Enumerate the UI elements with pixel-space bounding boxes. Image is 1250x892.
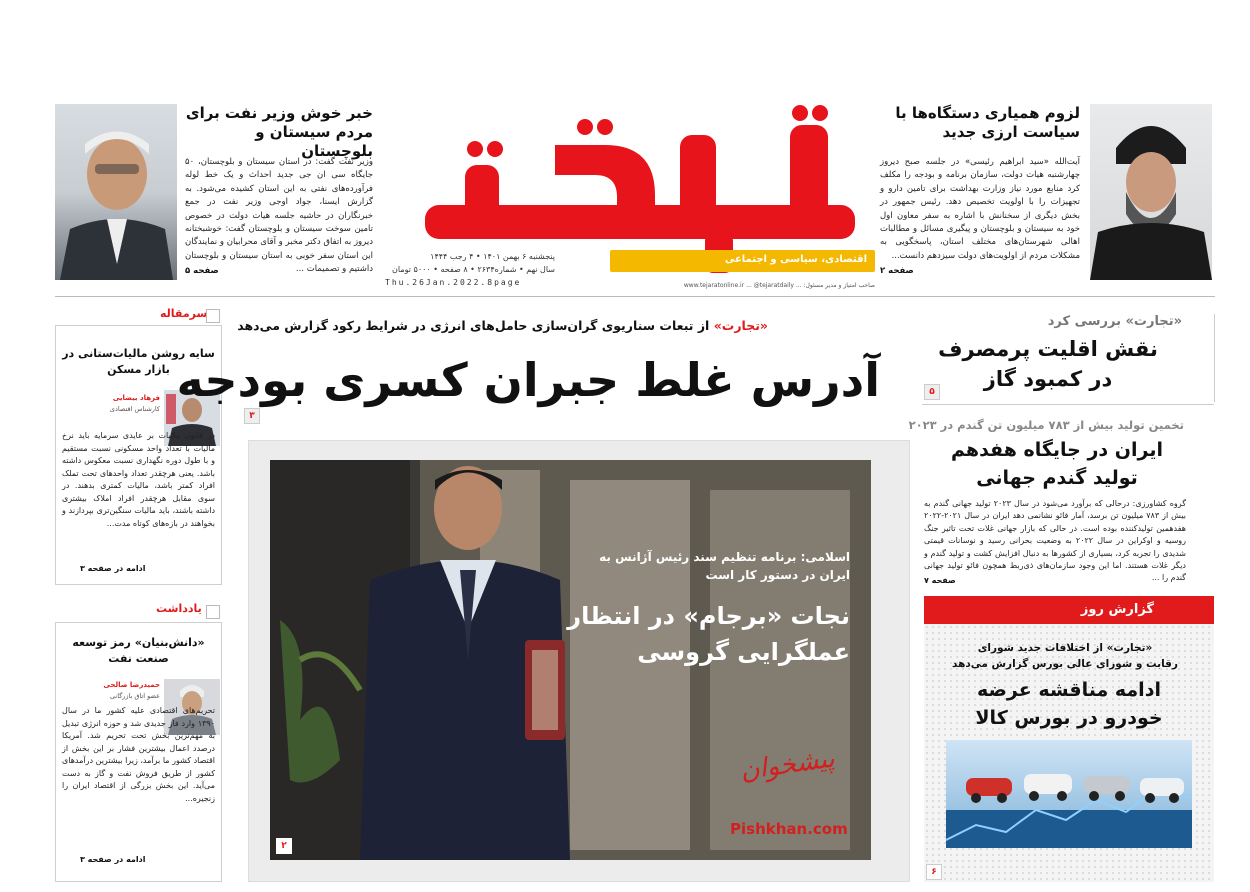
note-author-name: حمیدرضا صالحی <box>103 681 160 689</box>
gas-kicker: «تجارت» بررسی کرد <box>1047 314 1182 329</box>
wheat-body: گروه کشاورزی: درحالی که برآورد می‌شود در سال ۲۰۲۳ تولید جهانی گندم به بیش از ۷۸۳ میلیون تن برسد، آمار فائو نشانمی دهد ایران در سال ۲۰۲۱-۲۰۲۲ هفدهمین تولیدکننده بوده است. در حالی که بازار جهانی غلات تحت تاثیر جنگ روسیه و اوکراین در سال ۲۰۲۲ به وضعیت بحرانی رسید و نوسانات قیمتی شدیدی را تجربه کرد، بسیاری از کشورها به دنبال افزایش کشت و تولید گندم و دیگر غلات هستند. اما این وجود سازمان‌های ذی‌ربط همچون فائو تولید جهانی گندم را ... <box>924 499 1186 583</box>
editorial-more: ادامه در صفحه ۳ <box>80 564 146 573</box>
note-author-role: عضو اتاق بازرگانی <box>109 692 160 700</box>
gas-title: نقش اقلیت پرمصرف در کمبود گاز <box>938 337 1158 391</box>
editorial-label-box <box>206 309 220 323</box>
masthead <box>385 100 875 300</box>
left-box-page-ref: صفحه ۵ <box>185 266 219 276</box>
editorial-title: سایه روشن مالیات‌ستانی در بازار مسکن <box>62 347 215 376</box>
photo-caption-small: اسلامی: برنامه تنظیم سند رئیس آژانس به ایران در دستور کار است <box>599 550 850 582</box>
note-title: «دانش‌بنیان» رمز توسعه صنعت نفت <box>72 636 205 665</box>
editorial-author-name: فرهاد بیضایی <box>112 394 160 402</box>
right-col-divider <box>922 404 1214 405</box>
date-line: پنجشنبه ۶ بهمن ۱۴۰۱ • ۴ رجب ۱۴۴۴ <box>430 252 555 261</box>
note-label-box <box>206 605 220 619</box>
masthead-subtitle: اقتصادی، سیاسی و اجتماعی <box>724 254 867 265</box>
report-box <box>924 624 1214 882</box>
report-page: ۶ <box>926 864 942 880</box>
report-cars-image <box>946 740 1192 848</box>
main-kicker-source: «تجارت» <box>713 318 768 333</box>
wheat-kicker: تخمین تولید بیش از ۷۸۳ میلیون تن گندم در ۲۰۲۳ <box>908 418 1184 432</box>
watermark-en: Pishkhan.com <box>730 820 848 838</box>
main-headline-page: ۳ <box>244 408 260 424</box>
report-label: گزارش روز <box>1080 602 1154 617</box>
wheat-page: صفحه ۷ <box>924 576 956 585</box>
left-box-body: وزیر نفت گفت: در استان سیستان و بلوچستان، ۵۰ جایگاه سی ان جی جدید احداث و یک خط لوله فرآورده‌های نفتی به این استان کشیده می‌شود. به گزارش ایسنا، جواد اوجی وزیر نفت در جمع خبرنگاران در حاشیه جلسه هیات دولت در خصوص تامین سوخت سیستان و بلوچستان گفت: خوشبختانه دیروز به اتفاق دکتر مخبر و آقای محرابیان و نمایندگان این استان سفر خوبی به استان سیستان و بلوچستان داشتیم و تصمیمات ... <box>185 157 373 275</box>
right-box-title: لزوم همیاری دستگاه‌ها با سیاست ارزی جدید <box>895 104 1080 141</box>
masthead-small-print: صاحب امتیاز و مدیر مسئول: ... www.tejaratonline.ir ... @tejaratdaily <box>683 282 875 289</box>
main-kicker-text: از تبعات سناریوی گران‌سازی حامل‌های انرژی در شرایط رکود گزارش می‌دهد <box>237 318 714 333</box>
editorial-label: سرمقاله <box>160 307 208 320</box>
report-label-bar <box>924 596 1214 624</box>
note-more: ادامه در صفحه ۳ <box>80 855 146 864</box>
latin-date: Thu.26Jan.2022.8page <box>385 278 522 287</box>
report-title: ادامه مناقشه عرضه خودرو در بورس کالا <box>975 679 1163 729</box>
header-divider <box>55 296 1215 297</box>
note-label: یادداشت <box>156 602 202 615</box>
gas-page: ۵ <box>924 384 940 400</box>
main-kicker <box>237 318 768 333</box>
right-box-body: آیت‌الله «سید ابراهیم رئیسی» در جلسه صبح دیروز چهارشنبه هیات دولت، سازمان برنامه و بودجه را مکلف کرد منابع مورد نیاز وزارت بهداشت برای تامین دارو و تجهیزات را با اولویت تخصیص دهد. رئیس جمهور در بخش دیگری از سخنانش با اشاره به سفر معاون اول خود به سیستان و بلوچستان و پیگیری مسائل و مطالبات اهالی شهرستان‌های مختلف استان، پاسخگویی به مشکلات مردم از اولویت‌های دولت سیزدهم دانست... <box>880 157 1080 261</box>
issue-line: سال نهم • شماره۲۶۳۴ • ۸ صفحه • ۵۰۰۰ تومان <box>392 265 555 274</box>
president-photo <box>1090 104 1212 280</box>
note-body: تحریم‌های اقتصادی علیه کشور ما در سال ۱۳۹۰ وارد فاز جدیدی شد و حوزه انرژی تبدیل به مهم‌ترین بخش تحت تحریم شد. آمریکا درصدد اعمال بیشترین فشار بر این بخش از اقتصاد کشور ما برآمد، زیرا بیشترین درآمدهای کشور از طریق فروش نفت و گاز به دست می‌آید. این بخش بزرگی از اقتصاد ایران را زنجیره... <box>62 706 215 803</box>
editorial-body: در قانون مالیات بر عایدی سرمایه باید نرخ مالیات با تعداد واحد مسکونی نسبت مستقیم و با طول دوره نگهداری نسبت معکوس داشته باشد. یعنی هرچقدر تعداد واحدهای تحت تملک افراد کمتر باشد، مالیات کمتری بدهند. در سوی مقابل هرچقدر افراد املاک بیشتری داشته باشند، باید مالیات سنگین‌تری بپردازند و بخواهند در بازه‌های کوتاه مدت... <box>62 431 215 528</box>
photo-caption-big: نجات «برجام» در انتظار عملگرایی گروسی <box>567 602 850 666</box>
right-col-top <box>922 314 1215 402</box>
main-photo <box>270 460 871 860</box>
photo-page-num: ۲ <box>276 838 292 854</box>
wheat-article <box>908 414 1214 590</box>
left-top-box <box>55 104 375 284</box>
main-headline: آدرس غلط جبران کسری بودجه <box>176 353 880 407</box>
right-box-page-ref: صفحه ۲ <box>880 266 914 276</box>
report-kicker-1: «تجارت» از اختلافات جدید شورای <box>977 642 1153 654</box>
note-box <box>55 622 222 882</box>
left-box-title: خبر خوش وزیر نفت برای مردم سیستان و بلوچستان <box>185 104 373 160</box>
report-kicker-2: رقابت و شورای عالی بورس گزارش می‌دهد <box>952 658 1178 670</box>
right-top-box <box>880 104 1215 284</box>
oil-minister-photo <box>55 104 177 280</box>
masthead-subtitle-bar <box>610 250 875 272</box>
wheat-title: ایران در جایگاه هفدهم تولید گندم جهانی <box>951 439 1163 489</box>
watermark-fa: پیشخوان <box>738 743 837 787</box>
editorial-author-role: کارشناس اقتصادی <box>109 405 160 413</box>
